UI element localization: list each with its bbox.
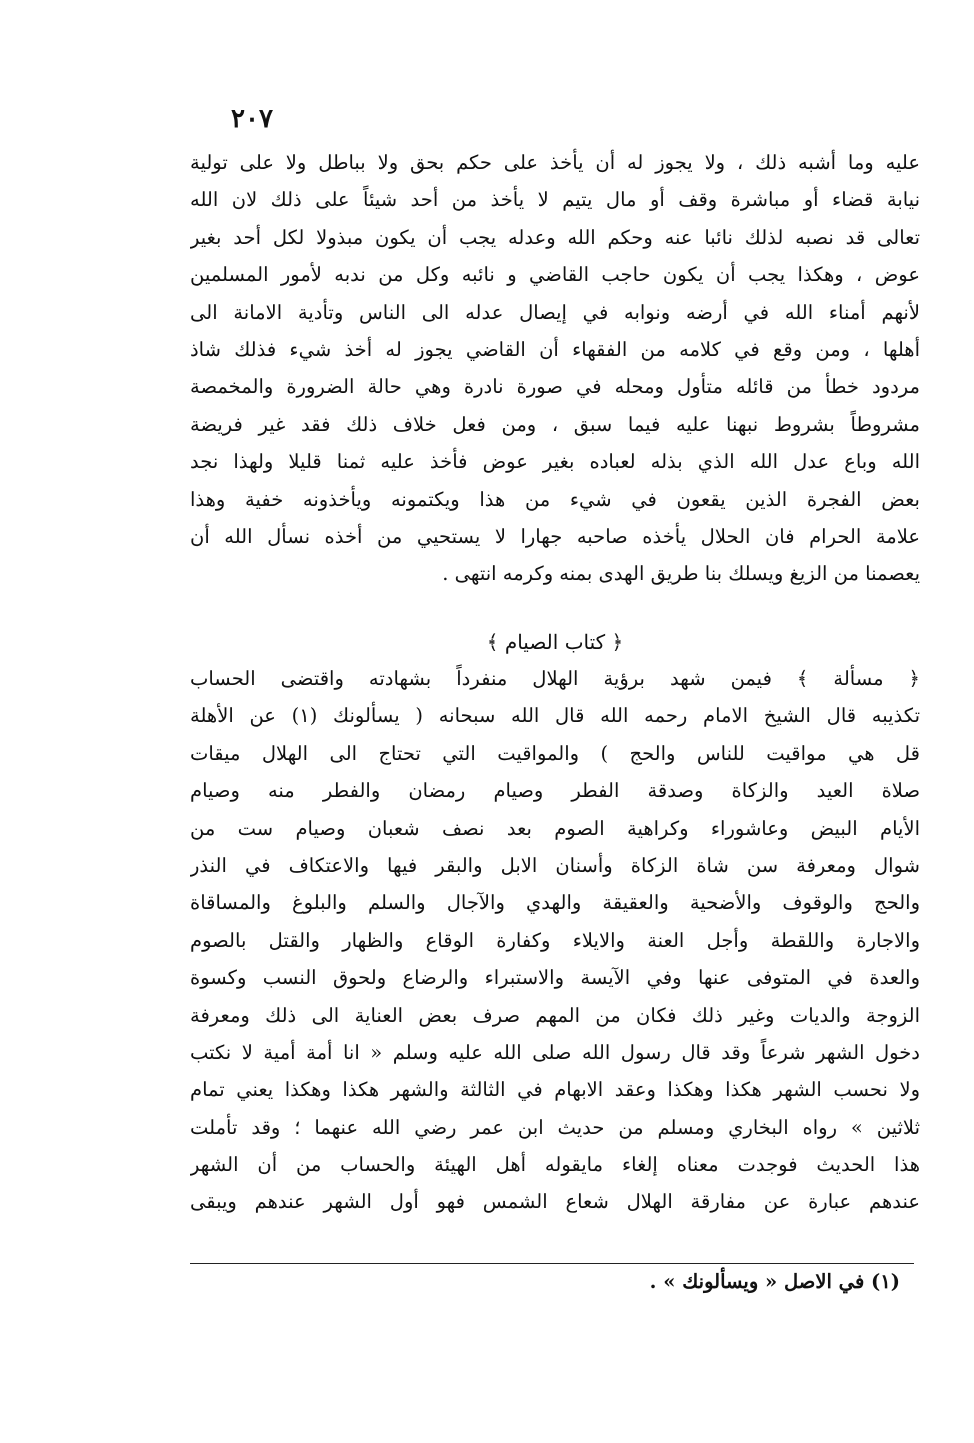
- text-line: الأيام البيض وعاشوراء وكراهية الصوم بعد نصف شعبان وصيام ست من: [190, 816, 920, 840]
- text-line: صلاة العيد والزكاة وصدقة الفطر وصيام رمضان والفطر منه وصيام: [190, 779, 920, 803]
- text-line: دخول الشهر شرعاً وقد قال رسول الله صلى الله عليه وسلم « انا أمة أمية لا نكتب: [190, 1040, 920, 1064]
- text-line: والعدة في المتوفى عنها وفي الآيسة والاستبراء والرضاع ولحوق النسب وكسوة: [190, 966, 920, 990]
- footnote-divider: [190, 1263, 914, 1264]
- text-line: هذا الحديث فوجدت معناه إلغاء مايقوله أهل الهيئة والحساب من أن الشهر: [190, 1153, 920, 1177]
- text-line: لأنهم أمناء الله في أرضه ونوابه في إيصال عدله الى الناس وتأدية الامانة الى: [190, 300, 920, 324]
- text-line: ثلاثين » رواه البخاري ومسلم من حديث ابن عمر رضي الله عنهما ؛ وقد تأملت: [190, 1115, 920, 1139]
- page-number: ٢٠٧: [231, 104, 273, 134]
- paragraph-judicial-ethics: [190, 144, 920, 593]
- text-line: شوال ومعرفة سن شاة الزكاة وأسنان الابل والبقر فيها والاعتكاف في النذر: [190, 853, 920, 877]
- text-line: بعض الفجرة الذين يقعون في شيء من هذا ويكتمونه ويأخذونه خفية وهذا: [190, 487, 920, 511]
- section-heading: ﴿ كتاب الصيام ﴾: [486, 630, 624, 654]
- text-line: الله وباع عدل الله الذي بذله لعباده بغير عوض فأخذ عليه ثمنا قليلا ولهذا نجد: [190, 450, 920, 474]
- text-line: مردود خطأ من قائله متأول ومحله في صورة نادرة وهي حالة الضرورة والمخمصة: [190, 375, 920, 399]
- text-line: عوض ، وهكذا يجب أن يكون حاجب القاضي و نائبه وكل من ندبه لأمور المسلمين: [190, 263, 920, 287]
- text-line: عليه وما أشبه ذلك ، ولا يجوز له أن يأخذ على حكم بحق ولا بباطل ولا على تولية: [190, 151, 920, 174]
- text-line: ولا نحسب الشهر هكذا وهكذا وعقد الابهام في الثالثة والشهر هكذا وهكذا يعني تمام: [190, 1078, 920, 1102]
- text-line: علامة الحرام فان الحلال يأخذه صاحبه جهارا لا يستحيي من أخذه نسأل الله أن: [190, 524, 920, 548]
- text-line: ﴿ مسألة ﴾ فيمن شهد برؤية الهلال منفرداً بشهادته واقتضى الحساب: [190, 667, 920, 690]
- footnote: (١) في الاصل « ويسألونك » .: [649, 1270, 900, 1293]
- text-line: والحج والوقوف والأضحية والعقيقة والهدي والآجال والسلم والبلوغ والمساقاة: [190, 891, 920, 915]
- paragraph-fasting-issue: [190, 660, 920, 1221]
- text-line: قل هي مواقيت للناس والحج ) والمواقيت التي تحتاج الى الهلال ميقات: [190, 741, 920, 765]
- text-line: والاجارة واللقطة وأجل العنة والايلاء وكفارة الوقاع والظهار والقتل بالصوم: [190, 928, 920, 952]
- text-line: الزوجة والديات وغير ذلك فكان من المهم صرف بعض العناية الى ذلك ومعرفة: [190, 1003, 920, 1027]
- text-line: عندهم عبارة عن مفارقة الهلال شعاع الشمس فهو أول الشهر عندهم ويبقى: [190, 1190, 920, 1214]
- text-line: تكذيبه قال الشيخ الامام رحمه الله قال الله سبحانه ( يسألونك (١) عن الأهلة: [190, 704, 920, 728]
- text-line: يعصمنا من الزيغ ويسلك بنا طريق الهدى بمنه وكرمه انتهى .: [442, 562, 920, 586]
- text-line: مشروطاً بشروط نبهنا عليه فيما سبق ، ومن فعل خلاف ذلك فقد غير فريضة: [190, 412, 920, 436]
- text-line: نيابة قضاء أو مباشرة وقف أو مال يتيم لا يأخذ من أحد شيئاً على ذلك لان الله: [190, 188, 920, 212]
- text-line: تعالى قد نصبه لذلك نائبا عنه وحكم الله وعدله يجب أن يكون مبذولا لكل أحد بغير: [190, 225, 920, 249]
- text-line: أهلها ، ومن وقع في كلامه من الفقهاء أن القاضي يجوز له أخذ شيء فذلك شاذ: [190, 337, 920, 361]
